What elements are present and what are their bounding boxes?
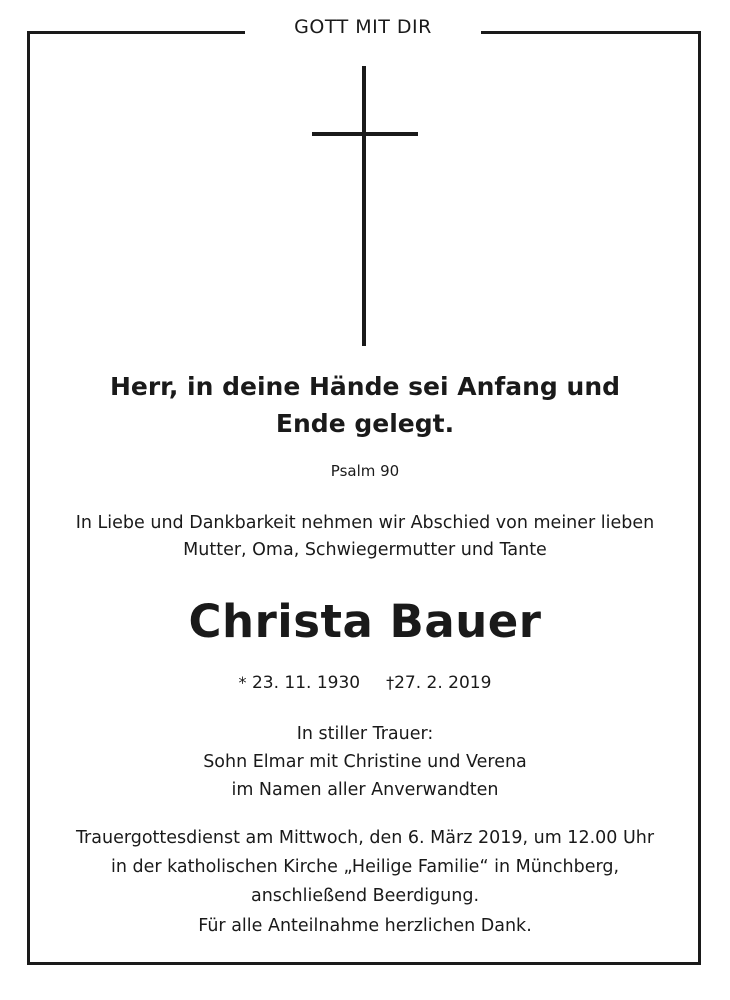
bible-verse xyxy=(40,368,690,442)
verse-line-2: Ende gelegt. xyxy=(275,409,455,438)
deceased-name: Christa Bauer xyxy=(188,595,542,648)
funeral-service-info xyxy=(40,824,690,911)
intro-line-2: Mutter, Oma, Schwiegermutter und Tante xyxy=(183,540,547,560)
mourners-heading: In stiller Trauer: xyxy=(296,724,434,744)
verse-source: Psalm 90 xyxy=(330,462,400,480)
service-line-1: Trauergottesdienst am Mittwoch, den 6. März 2019, um 12.00 Uhr xyxy=(75,828,655,848)
life-dates xyxy=(40,670,690,696)
closing-thanks: Für alle Anteilnahme herzlichen Dank. xyxy=(198,916,532,936)
death-symbol: † xyxy=(386,673,395,692)
header-label: GOTT MIT DIR xyxy=(245,12,481,44)
intro-text xyxy=(40,510,690,564)
verse-line-1: Herr, in deine Hände sei Anfang und xyxy=(109,372,621,401)
cross-horizontal-bar xyxy=(312,132,418,136)
mourners-line-2: im Namen aller Anverwandten xyxy=(231,780,499,800)
birth-date: 23. 11. 1930 xyxy=(251,673,361,693)
birth-symbol: * xyxy=(238,673,247,692)
service-line-2: in der katholischen Kirche „Heilige Familie“ in Münchberg, xyxy=(110,857,620,877)
mourners xyxy=(40,720,690,804)
service-line-3: anschließend Beerdigung. xyxy=(250,886,480,906)
mourners-line-1: Sohn Elmar mit Christine und Verena xyxy=(203,752,527,772)
cross-vertical-bar xyxy=(362,66,366,346)
death-date: 27. 2. 2019 xyxy=(394,673,492,693)
intro-line-1: In Liebe und Dankbarkeit nehmen wir Abschied von meiner lieben xyxy=(75,513,655,533)
